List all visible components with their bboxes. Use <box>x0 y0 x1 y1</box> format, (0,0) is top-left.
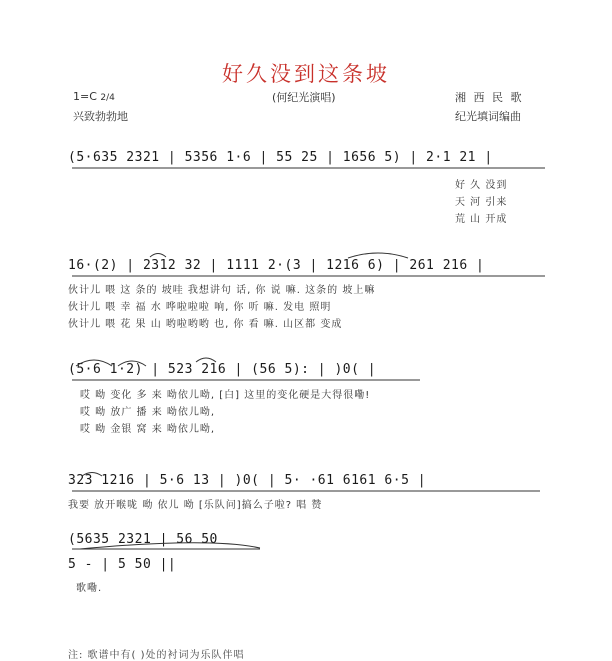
song-title: 好久没到这条坡 <box>222 62 390 86</box>
lyric-r2-verse2: 伙计儿 喂 幸 福 水 哗啦啦啦 响, 你 听 嘛. 发电 照明 <box>68 302 332 313</box>
time-signature: 2/4 <box>100 93 115 103</box>
lyric-r3-verse2: 哎 呦 放广 播 来 呦依儿呦, <box>80 407 216 418</box>
slur-mark <box>348 253 408 258</box>
slur-mark <box>82 473 102 477</box>
slur-mark <box>196 358 216 362</box>
slur-mark <box>150 254 166 258</box>
lyric-r5: 歌嘞. <box>76 583 103 594</box>
score-row-5-voice: 5 - | 5 50 || <box>68 557 177 572</box>
key-label: 1=C <box>73 90 97 103</box>
lyric-r2-verse1: 伙计儿 喂 这 条的 坡哇 我想讲句 话, 你 说 嘛. 这条的 坡上嘛 <box>68 285 376 296</box>
lyric-r1-verse2: 天 河 引来 <box>455 197 508 208</box>
lyric-r1-verse3: 荒 山 开成 <box>455 214 508 225</box>
lyric-r3-verse3: 哎 呦 金银 窝 来 呦依儿呦, <box>80 424 216 435</box>
lyric-r1-verse1: 好 久 没到 <box>455 180 508 191</box>
slur-mark <box>80 543 260 549</box>
lyric-r2-verse3: 伙计儿 喂 花 果 山 哟啦哟哟 也, 你 看 嘛. 山区都 变成 <box>68 319 343 330</box>
lyric-r3-verse1: 哎 呦 变化 多 来 呦依儿呦, [白] 这里的变化硬是大得很嘞! <box>80 390 371 401</box>
score-row-3: (5·6 1·2) | 523 216 | (56 5): | )0( | <box>68 362 377 377</box>
arranger-credit: 纪光填词编曲 <box>455 110 521 123</box>
score-row-2: 16·(2) | 2312 32 | 1111 2·(3 | 1216 6) | 261 216 | <box>68 258 485 273</box>
score-row-1: (5·635 2321 | 5356 1·6 | 55 25 | 1656 5) | 2·1 21 | <box>68 150 493 165</box>
lyric-r4: 我要 放开喉咙 呦 依儿 呦 [乐队问]搞么子啦? 唱 赞 <box>68 500 323 511</box>
slur-mark <box>118 361 146 366</box>
footnote: 注: 歌谱中有( )处的衬词为乐队伴唱 <box>68 650 245 661</box>
singer-credit: (何纪光演唱) <box>272 91 336 104</box>
tempo-mark: 兴致勃勃地 <box>73 110 128 123</box>
score-row-5-accomp: (5635 2321 | 56 50 <box>68 532 218 547</box>
slur-mark <box>76 360 112 366</box>
score-row-4: 323 1216 | 5·6 13 | )0( | 5· ·61 6161 6·5 | <box>68 473 427 488</box>
source-credit: 湘 西 民 歌 <box>455 91 524 104</box>
